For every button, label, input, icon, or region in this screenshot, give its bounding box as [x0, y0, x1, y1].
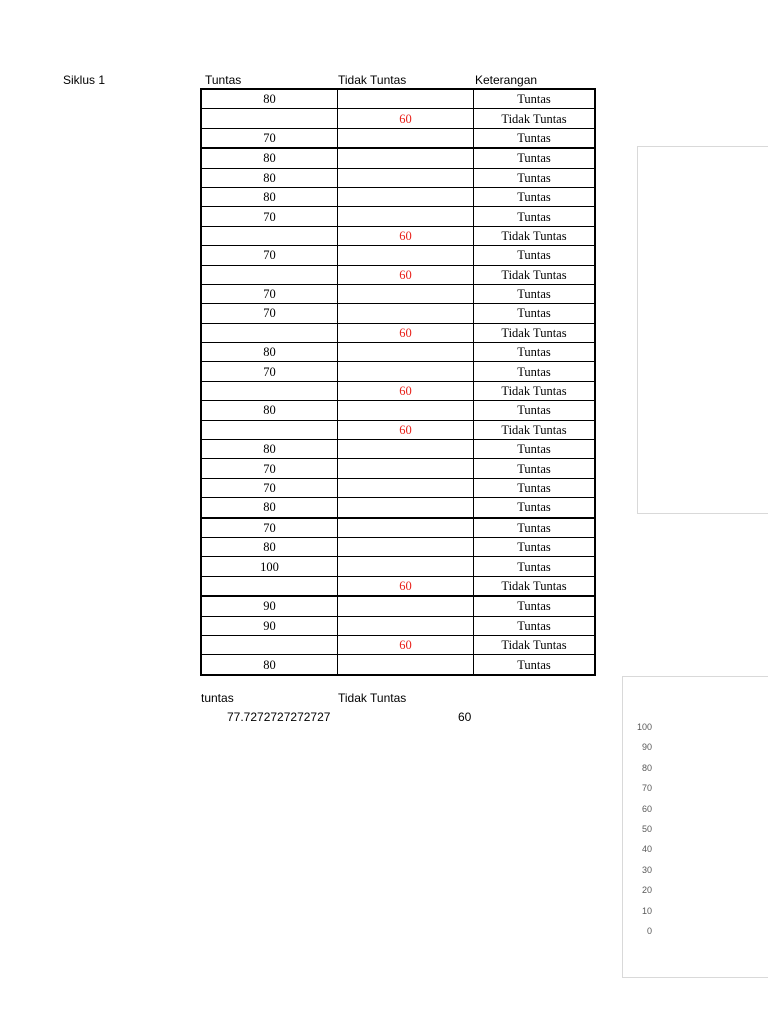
cell-tuntas: [201, 109, 338, 128]
cell-keterangan: Tuntas: [474, 459, 596, 478]
cell-keterangan: Tuntas: [474, 401, 596, 420]
cell-tuntas: 80: [201, 168, 338, 187]
cell-tidak-tuntas: [338, 187, 474, 206]
cell-tidak-tuntas: [338, 246, 474, 265]
cell-keterangan: Tidak Tuntas: [474, 381, 596, 400]
cell-tidak-tuntas: [338, 304, 474, 323]
cell-tuntas: [201, 576, 338, 596]
table-row: [201, 362, 595, 381]
cell-tuntas: [201, 381, 338, 400]
score-table: [200, 88, 596, 676]
y-axis-tick-label: 50: [641, 824, 652, 834]
table-row: [201, 616, 595, 635]
cell-tidak-tuntas: [338, 518, 474, 538]
cell-tidak-tuntas: [338, 498, 474, 518]
cell-tuntas: 70: [201, 459, 338, 478]
cell-tidak-tuntas: 60: [338, 420, 474, 439]
y-axis-tick-label: 90: [641, 742, 652, 753]
cell-keterangan: Tidak Tuntas: [474, 226, 596, 245]
cell-tidak-tuntas: [338, 343, 474, 362]
y-axis-tick-label: 20: [641, 885, 652, 896]
cell-keterangan: Tidak Tuntas: [474, 635, 596, 654]
table-row: [201, 478, 595, 497]
cell-tidak-tuntas: 60: [338, 323, 474, 342]
cell-tuntas: 90: [201, 596, 338, 616]
cell-tuntas: 80: [201, 655, 338, 675]
cell-keterangan: Tuntas: [474, 518, 596, 538]
cycle-label: Siklus 1: [63, 73, 106, 87]
table-row: [201, 557, 595, 576]
table-row: [201, 596, 595, 616]
cell-tuntas: [201, 420, 338, 439]
cell-tidak-tuntas: [338, 616, 474, 635]
table-row: [201, 576, 595, 596]
cell-tidak-tuntas: [338, 89, 474, 109]
table-row: [201, 440, 595, 459]
cell-keterangan: Tuntas: [474, 616, 596, 635]
chart-frame-top: [637, 146, 768, 514]
y-axis-tick-label: 100: [636, 722, 652, 732]
cell-keterangan: Tuntas: [474, 498, 596, 518]
table-row: [201, 128, 595, 148]
cell-tuntas: 70: [201, 207, 338, 226]
cell-tuntas: 70: [201, 304, 338, 323]
cell-tuntas: 80: [201, 187, 338, 206]
table-row: [201, 148, 595, 168]
cell-tidak-tuntas: 60: [338, 576, 474, 596]
summary-label-tidak-tuntas: Tidak Tuntas: [338, 691, 407, 705]
cell-tuntas: 70: [201, 284, 338, 303]
y-axis-tick-label: 80: [641, 762, 652, 773]
table-row: [201, 635, 595, 654]
table-row: [201, 518, 595, 538]
cell-tuntas: 80: [201, 440, 338, 459]
y-axis-tick-label: 70: [641, 783, 652, 794]
cell-keterangan: Tuntas: [474, 655, 596, 675]
table-row: [201, 304, 595, 323]
table-row: [201, 343, 595, 362]
cell-tidak-tuntas: [338, 440, 474, 459]
table-row: [201, 207, 595, 226]
cell-keterangan: Tuntas: [474, 362, 596, 381]
table-row: [201, 168, 595, 187]
cell-tidak-tuntas: [338, 401, 474, 420]
cell-tuntas: [201, 323, 338, 342]
cell-tuntas: [201, 635, 338, 654]
cell-keterangan: Tuntas: [474, 343, 596, 362]
cell-tuntas: 80: [201, 148, 338, 168]
cell-keterangan: Tuntas: [474, 187, 596, 206]
cell-tidak-tuntas: [338, 207, 474, 226]
cell-tidak-tuntas: [338, 459, 474, 478]
cell-tuntas: [201, 265, 338, 284]
cell-keterangan: Tuntas: [474, 596, 596, 616]
table-row: [201, 323, 595, 342]
summary-value-tidak-tuntas: 60: [458, 710, 472, 724]
cell-keterangan: Tuntas: [474, 304, 596, 323]
header-keterangan: Keterangan: [475, 73, 538, 87]
summary-value-tuntas: 77.7272727272727: [227, 710, 331, 724]
cell-tuntas: 80: [201, 537, 338, 556]
cell-tuntas: 90: [201, 616, 338, 635]
table-row: [201, 265, 595, 284]
cell-tuntas: 70: [201, 362, 338, 381]
table-row: [201, 459, 595, 478]
table-row: [201, 246, 595, 265]
cell-tuntas: 80: [201, 401, 338, 420]
table-row: [201, 655, 595, 675]
cell-tuntas: 80: [201, 89, 338, 109]
cell-tidak-tuntas: 60: [338, 109, 474, 128]
table-row: [201, 381, 595, 400]
cell-tidak-tuntas: [338, 655, 474, 675]
table-row: [201, 284, 595, 303]
cell-keterangan: Tuntas: [474, 284, 596, 303]
cell-tidak-tuntas: [338, 537, 474, 556]
cell-keterangan: Tidak Tuntas: [474, 109, 596, 128]
table-row: [201, 226, 595, 245]
cell-keterangan: Tuntas: [474, 128, 596, 148]
table-row: [201, 401, 595, 420]
cell-tuntas: 70: [201, 128, 338, 148]
cell-tidak-tuntas: 60: [338, 635, 474, 654]
cell-keterangan: Tuntas: [474, 537, 596, 556]
cell-tidak-tuntas: [338, 362, 474, 381]
table-row: [201, 498, 595, 518]
cell-keterangan: Tidak Tuntas: [474, 265, 596, 284]
cell-keterangan: Tuntas: [474, 557, 596, 576]
cell-tuntas: 70: [201, 518, 338, 538]
cell-tuntas: 80: [201, 343, 338, 362]
cell-tidak-tuntas: [338, 168, 474, 187]
cell-keterangan: Tuntas: [474, 440, 596, 459]
cell-tidak-tuntas: [338, 596, 474, 616]
cell-keterangan: Tidak Tuntas: [474, 420, 596, 439]
cell-tidak-tuntas: [338, 148, 474, 168]
cell-keterangan: Tuntas: [474, 246, 596, 265]
y-axis-tick-label: 60: [641, 803, 652, 814]
table-row: [201, 420, 595, 439]
cell-keterangan: Tuntas: [474, 478, 596, 497]
table-row: [201, 109, 595, 128]
cell-keterangan: Tuntas: [474, 89, 596, 109]
cell-tidak-tuntas: 60: [338, 381, 474, 400]
cell-keterangan: Tuntas: [474, 168, 596, 187]
table-row: [201, 89, 595, 109]
y-axis-tick-label: 0: [646, 926, 652, 936]
cell-tuntas: [201, 226, 338, 245]
cell-tuntas: 100: [201, 557, 338, 576]
header-tuntas: Tuntas: [205, 73, 242, 87]
cell-keterangan: Tidak Tuntas: [474, 576, 596, 596]
cell-tidak-tuntas: [338, 128, 474, 148]
cell-tuntas: 70: [201, 478, 338, 497]
cell-keterangan: Tuntas: [474, 207, 596, 226]
y-axis-tick-label: 30: [641, 864, 652, 875]
y-axis-tick-label: 40: [641, 844, 652, 855]
y-axis-tick-label: 10: [641, 905, 652, 916]
cell-tidak-tuntas: 60: [338, 226, 474, 245]
cell-keterangan: Tidak Tuntas: [474, 323, 596, 342]
cell-tuntas: 70: [201, 246, 338, 265]
cell-tidak-tuntas: [338, 478, 474, 497]
summary-label-tuntas: tuntas: [201, 691, 234, 705]
cell-tidak-tuntas: [338, 557, 474, 576]
header-tidak-tuntas: Tidak Tuntas: [338, 73, 407, 87]
cell-tidak-tuntas: 60: [338, 265, 474, 284]
table-row: [201, 187, 595, 206]
cell-tuntas: 80: [201, 498, 338, 518]
cell-keterangan: Tuntas: [474, 148, 596, 168]
cell-tidak-tuntas: [338, 284, 474, 303]
table-row: [201, 537, 595, 556]
